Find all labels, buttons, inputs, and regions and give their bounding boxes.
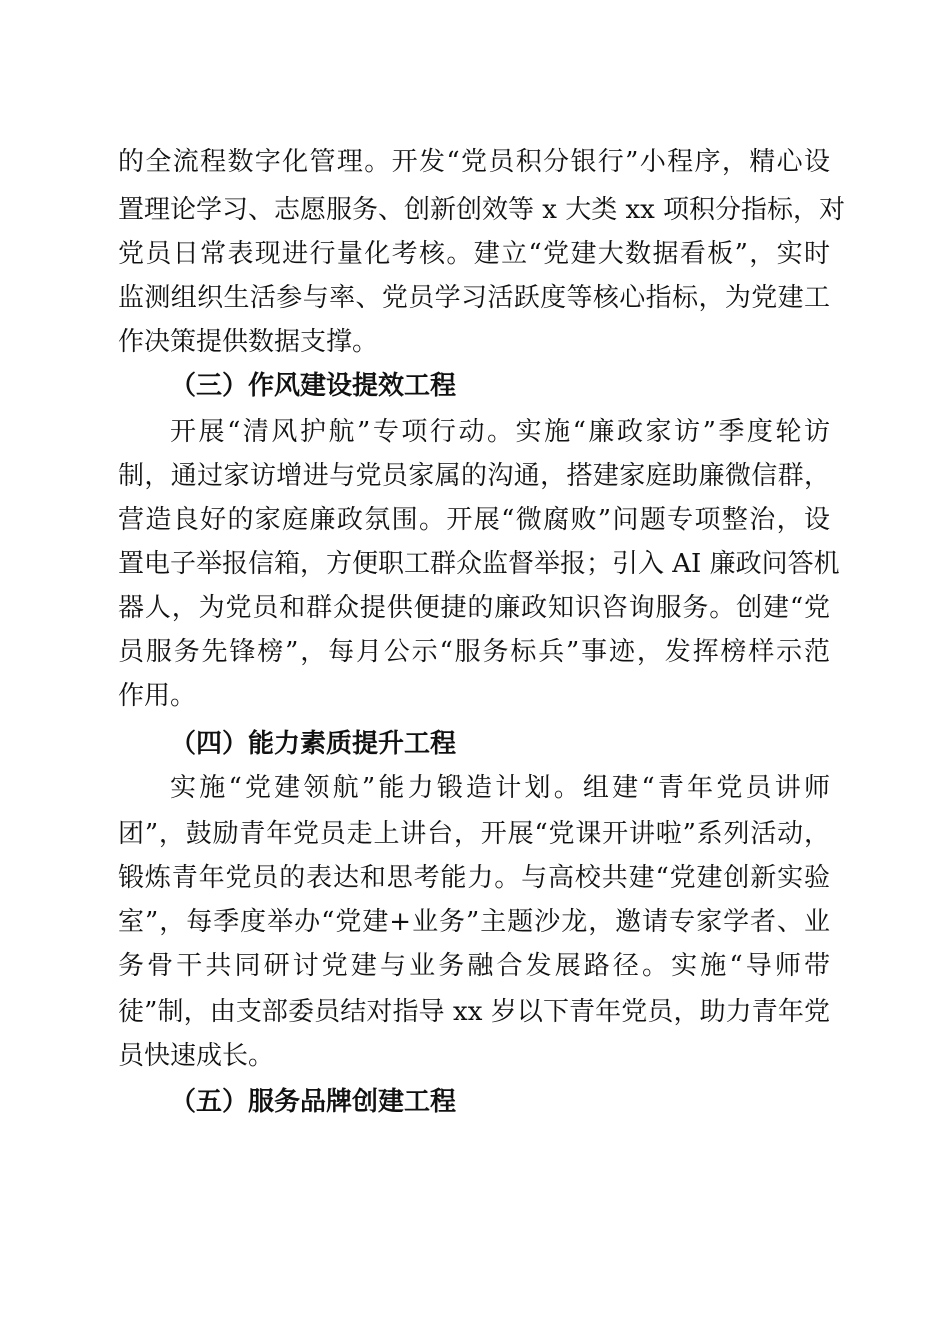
section-heading-5: （五）服务品牌创建工程 <box>170 1087 457 1117</box>
paragraph-line: 开展“清风护航”专项行动。实施“廉政家访”季度轮访 <box>170 417 830 447</box>
paragraph-line: 徒”制，由支部委员结对指导 xx 岁以下青年党员，助力青年党 <box>118 997 830 1027</box>
paragraph-line: 营造良好的家庭廉政氛围。开展“微腐败”问题专项整治，设 <box>118 505 830 535</box>
paragraph-line: 员快速成长。 <box>118 1041 275 1071</box>
paragraph-line: 作用。 <box>118 681 197 711</box>
paragraph-line: 室”，每季度举办“党建+业务”主题沙龙，邀请专家学者、业 <box>118 907 830 937</box>
paragraph-line: 置理论学习、志愿服务、创新创效等 x 大类 xx 项积分指标，对 <box>118 195 846 225</box>
paragraph-line: 务骨干共同研讨党建与业务融合发展路径。实施“导师带 <box>118 951 830 981</box>
paragraph-line: 锻炼青年党员的表达和思考能力。与高校共建“党建创新实验 <box>118 863 830 893</box>
paragraph-line: 监测组织生活参与率、党员学习活跃度等核心指标，为党建工 <box>118 283 830 313</box>
paragraph-line: 作决策提供数据支撑。 <box>118 327 379 357</box>
paragraph-line: 实施“党建领航”能力锻造计划。组建“青年党员讲师 <box>170 773 830 803</box>
paragraph-line: 员服务先锋榜”，每月公示“服务标兵”事迹，发挥榜样示范 <box>118 637 830 667</box>
section-heading-3: （三）作风建设提效工程 <box>170 371 457 401</box>
paragraph-line: 的全流程数字化管理。开发“党员积分银行”小程序，精心设 <box>118 147 830 177</box>
section-heading-4: （四）能力素质提升工程 <box>170 729 457 759</box>
paragraph-line: 团”，鼓励青年党员走上讲台，开展“党课开讲啦”系列活动， <box>118 819 830 849</box>
paragraph-line: 置电子举报信箱，方便职工群众监督举报；引入 AI 廉政问答机 <box>118 549 840 579</box>
paragraph-line: 党员日常表现进行量化考核。建立“党建大数据看板”，实时 <box>118 239 830 269</box>
paragraph-line: 器人，为党员和群众提供便捷的廉政知识咨询服务。创建“党 <box>118 593 830 623</box>
paragraph-line: 制，通过家访增进与党员家属的沟通，搭建家庭助廉微信群， <box>118 461 830 491</box>
